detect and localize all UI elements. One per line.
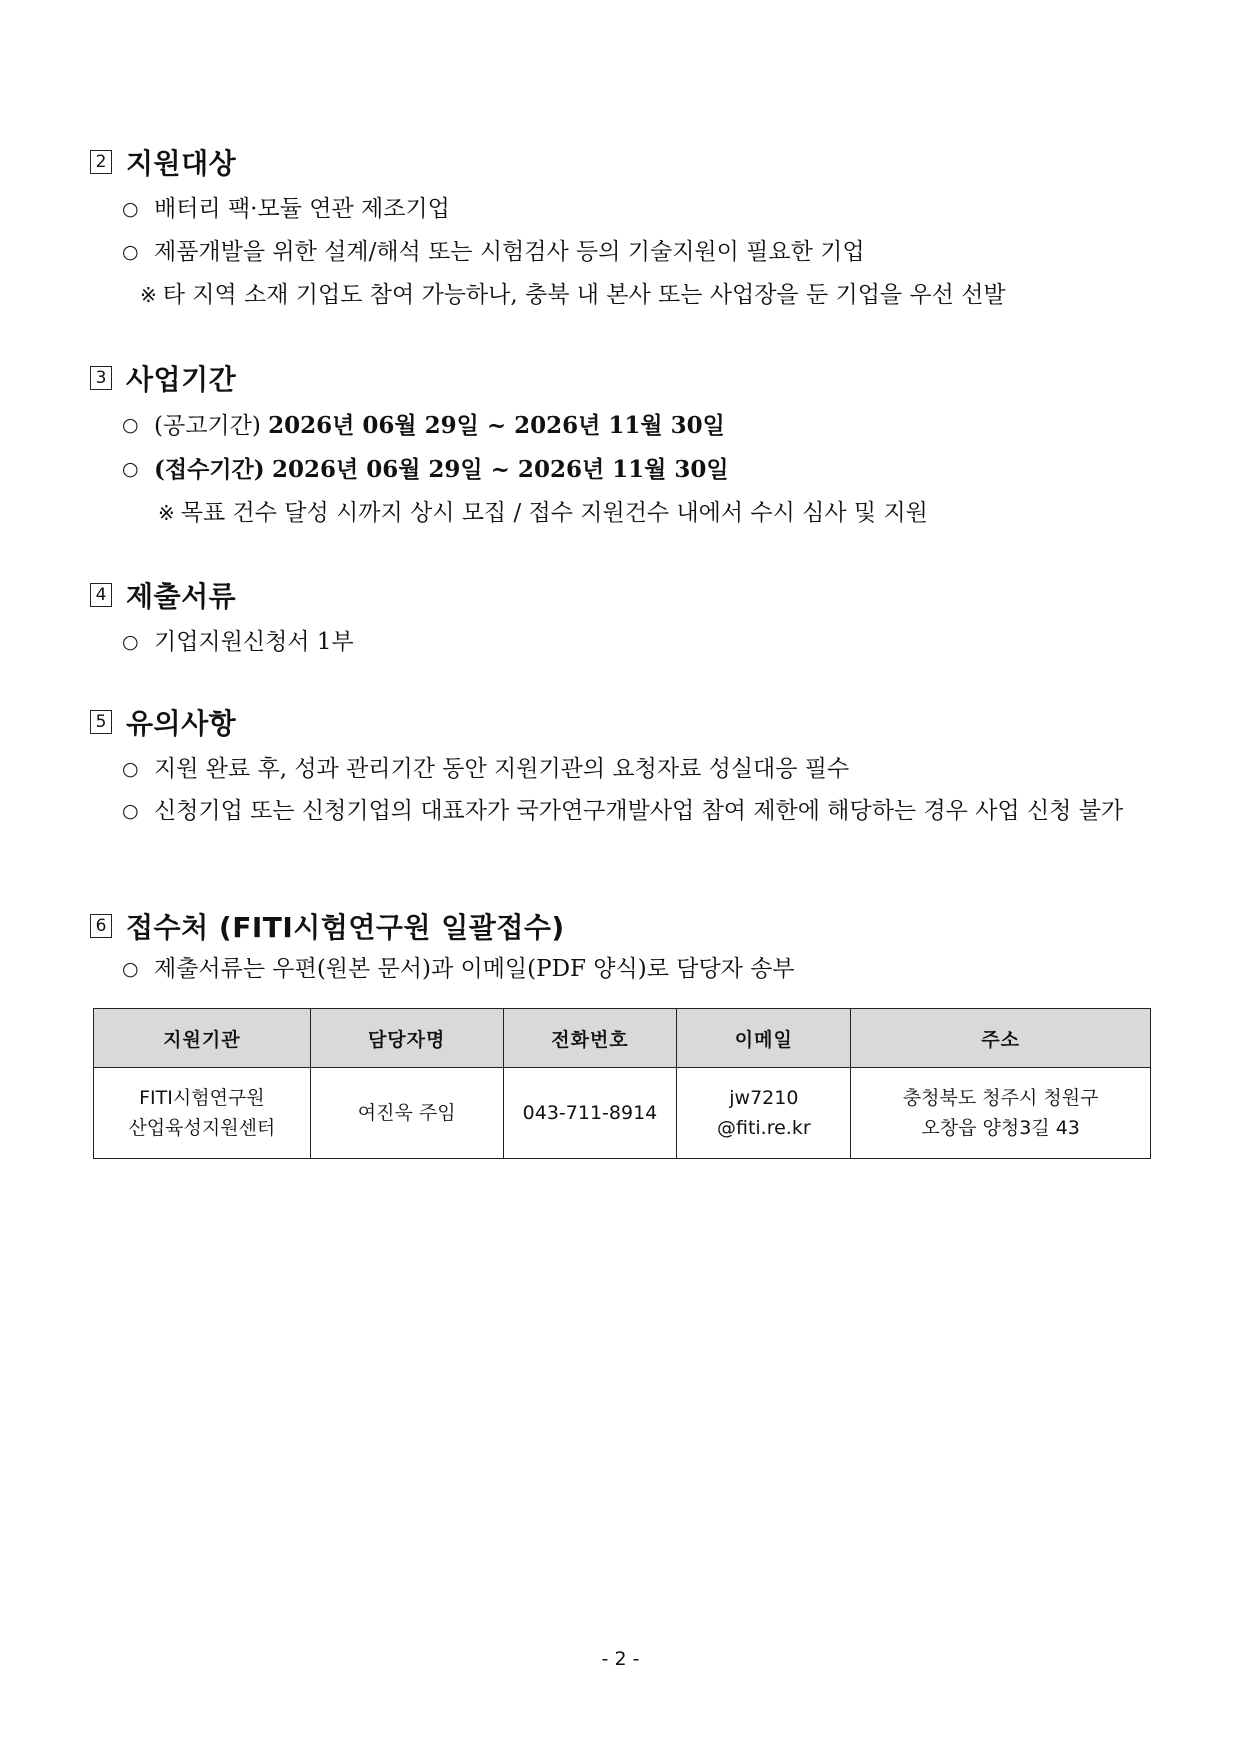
section-notes [90, 702, 1150, 832]
section-number: 6 [90, 914, 112, 938]
section-heading [90, 906, 1150, 946]
section-number: 2 [90, 150, 112, 174]
page-number: - 2 - [601, 1648, 640, 1670]
list-item: ○ 제품개발을 위한 설계/해석 또는 시험검사 등의 기술지원이 필요한 기업 [90, 231, 1150, 274]
section-title: 지원대상 [126, 147, 237, 180]
section-number: 5 [90, 710, 112, 734]
section-heading [90, 575, 1150, 615]
table-header-row [94, 1009, 1151, 1068]
section-title: 유의사항 [126, 707, 237, 740]
table-header-cell: 담당자명 [310, 1009, 503, 1068]
bullet-icon: ○ [122, 458, 139, 480]
bullet-icon: ○ [122, 758, 139, 780]
email-cell: jw7210 @fiti.re.kr [677, 1068, 851, 1159]
section-number: 3 [90, 366, 112, 390]
section-reception [90, 906, 1150, 991]
table-header-cell: 지원기관 [94, 1009, 311, 1068]
bullet-icon: ○ [122, 800, 139, 822]
contact-cell: 여진욱 주임 [310, 1068, 503, 1159]
list-item: ○ 제출서류는 우편(원본 문서)과 이메일(PDF 양식)로 담당자 송부 [90, 948, 1150, 991]
section-target [90, 142, 1150, 317]
table-header-cell: 전화번호 [503, 1009, 677, 1068]
period-label: (접수기간) [154, 456, 265, 483]
contact-table [93, 1008, 1151, 1159]
section-number: 4 [90, 583, 112, 607]
address-cell: 충청북도 청주시 청원구 오창읍 양청3길 43 [851, 1068, 1151, 1159]
bullet-icon: ○ [122, 198, 139, 220]
list-item: ○ 신청기업 또는 신청기업의 대표자가 국가연구개발사업 참여 제한에 해당하는 경우 사업 신청 불가 [90, 791, 1154, 832]
phone-cell: 043-711-8914 [503, 1068, 677, 1159]
section-heading [90, 358, 1150, 398]
table-row [94, 1068, 1151, 1159]
section-heading [90, 142, 1150, 182]
bullet-icon: ○ [122, 631, 139, 653]
note: ※ 목표 건수 달성 시까지 상시 모집 / 접수 지원건수 내에서 수시 심사 및 지원 [158, 500, 928, 526]
section-period [90, 358, 1150, 535]
period-label: (공고기간) [154, 413, 261, 439]
list-item [90, 448, 1150, 492]
reference-mark-icon: ※ [158, 501, 175, 525]
section-heading [90, 702, 1150, 742]
section-title: 사업기간 [126, 363, 237, 396]
section-title: 제출서류 [126, 580, 237, 613]
period-value: 2026년 06월 29일 ~ 2026년 11월 30일 [268, 412, 725, 439]
bullet-icon: ○ [122, 241, 139, 263]
section-documents [90, 575, 1150, 664]
table-header-cell: 주소 [851, 1009, 1151, 1068]
table-header-cell: 이메일 [677, 1009, 851, 1068]
list-item: ○ 지원 완료 후, 성과 관리기간 동안 지원기관의 요청자료 성실대응 필수 [90, 748, 1150, 791]
period-value: 2026년 06월 29일 ~ 2026년 11월 30일 [271, 456, 729, 483]
bullet-icon: ○ [122, 958, 139, 980]
list-item [90, 404, 1150, 448]
list-item: ○ 배터리 팩·모듈 연관 제조기업 [90, 188, 1150, 231]
org-cell: FITI시험연구원 산업육성지원센터 [94, 1068, 311, 1159]
note: ※ 타 지역 소재 기업도 참여 가능하나, 충북 내 본사 또는 사업장을 둔 기업을 우선 선발 [140, 282, 1006, 308]
reference-mark-icon: ※ [140, 283, 157, 307]
bullet-icon: ○ [122, 414, 139, 436]
list-item: ○ 기업지원신청서 1부 [90, 621, 1150, 664]
section-title: 접수처 (FITI시험연구원 일괄접수) [126, 911, 565, 944]
